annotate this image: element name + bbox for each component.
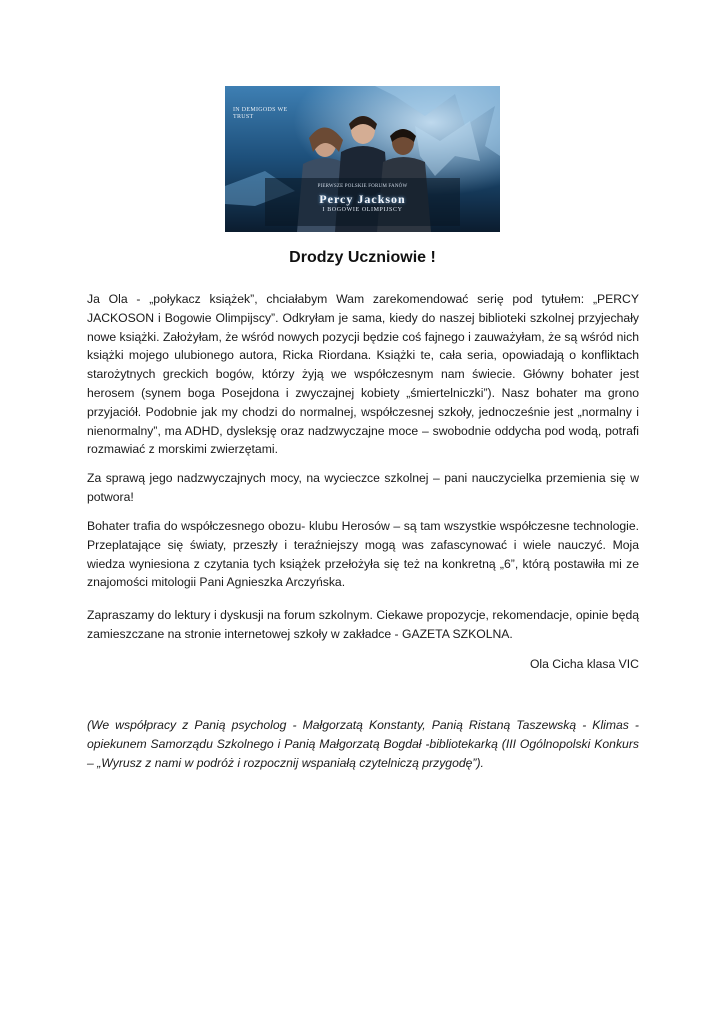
poster-forum-line: PIERWSZE POLSKIE FORUM FANÓW	[317, 184, 408, 189]
paragraph-invitation: Zapraszamy do lektury i dyskusji na forum szkolnym. Ciekawe propozycje, rekomendacje, opinie będą zamieszczane na stronie internetowej szkoły w zakładce - GAZETA SZKOLNA.	[87, 608, 639, 641]
letter-heading: Drodzy Uczniowie !	[289, 249, 436, 266]
book-poster-image	[225, 86, 500, 232]
poster-tagline: IN DEMIGODS WE TRUST	[233, 107, 288, 120]
paragraph-camp: Bohater trafia do współczesnego obozu- klubu Herosów – są tam wszystkie współczesne technologie. Przeplatające się światy, przeszły i teraźniejszy mogą was zafascynować i wiele nauczyć. Moja wiedza wyniesiona z czytania tych książek przełożyła się też na konkretną „6”, którą postawiła mi ze znajomości mitologii Pani Agnieszka Arczyńska.	[87, 519, 639, 590]
paragraph-intro: Ja Ola - „połykacz książek”, chciałabym Wam zarekomendować serię pod tytułem: „PERCY JACKOSON i Bogowie Olimpijscy”. Odkryłam je sama, kiedy do naszej biblioteki szkolnej przyjechały nowe książki. Założyłam, że wśród nowych pozycji będzie coś fajnego i zauważyłam, że są wśród nich książki mojego ulubionego autora, Ricka Riordana. Książki te, cała seria, opowiadają o konfliktach starożytnych greckich bogów, którzy żyją we współczesnym nam świecie. Główny bohater jest herosem (synem boga Posejdona i zwyczajnej kobiety „śmiertelniczki”). Nasz bohater ma grono przyjaciół. Podobnie jak my chodzi do normalnej, współczesnej szkoły, jednocześnie jest „normalny i nienormalny”, ma ADHD, dysleksję oraz nadzwyczajne moce – swobodnie oddycha pod wodą, potrafi rozmawiać z morskimi zwierzętami.	[87, 292, 639, 457]
paragraph-trip: Za sprawą jego nadzwyczajnych mocy, na wycieczce szkolnej – pani nauczycielka przemienia się w potwora!	[87, 471, 639, 504]
cooperation-note: (We współpracy z Panią psycholog - Małgorzatą Konstanty, Panią Ristaną Taszewską - Klimas - opiekunem Samorządu Szkolnego i Panią Małgorzatą Bogdał -bibliotekarką (III Ogólnopolski Konkurs – „Wyrusz z nami w podróż i rozpocznij wspaniałą czytelniczą przygodę”).	[87, 718, 639, 770]
poster-title: Percy Jackson	[319, 192, 406, 206]
author-signature: Ola Cicha klasa VIC	[529, 657, 639, 671]
poster-subtitle: I BOGOWIE OLIMPIJSCY	[322, 207, 403, 213]
